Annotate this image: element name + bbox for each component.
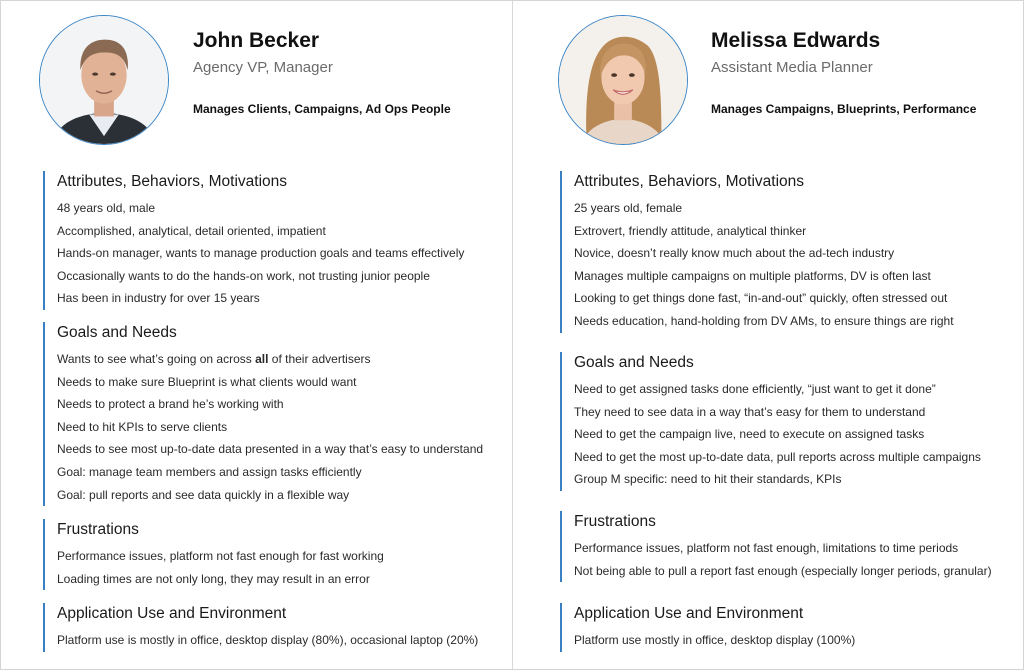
list-item: Need to hit KPIs to serve clients bbox=[57, 419, 228, 434]
list-item: Not being able to pull a report fast enough (especially longer periods, granular) bbox=[574, 563, 992, 578]
persona-name: John Becker bbox=[193, 29, 320, 52]
woman-portrait-icon bbox=[559, 16, 687, 144]
section-title: Attributes, Behaviors, Motivations bbox=[57, 173, 288, 190]
list-item: Loading times are not only long, they may result in an error bbox=[57, 571, 370, 586]
list-item: Platform use is mostly in office, desktop display (80%), occasional laptop (20%) bbox=[57, 633, 479, 647]
persona-melissa-edwards bbox=[513, 1, 1023, 669]
section-title: Frustrations bbox=[574, 513, 656, 530]
list-item: Need to get the most up-to-date data, pull reports across multiple campaigns bbox=[574, 449, 981, 464]
avatar bbox=[39, 15, 169, 145]
section-application-use bbox=[560, 603, 855, 652]
list-item: Goal: manage team members and assign tasks efficiently bbox=[57, 464, 362, 479]
list-item: Wants to see what’s going on across all of their advertisers bbox=[57, 352, 371, 366]
list-item: Novice, doesn’t really know much about the ad-tech industry bbox=[574, 246, 895, 261]
list-item: 25 years old, female bbox=[574, 201, 683, 215]
section-title: Application Use and Environment bbox=[574, 605, 804, 622]
section-goals bbox=[560, 352, 981, 491]
list-item: Occasionally wants to do the hands-on work, not trusting junior people bbox=[57, 268, 430, 283]
list-item: Performance issues, platform not fast enough for fast working bbox=[57, 549, 384, 563]
avatar bbox=[558, 15, 688, 145]
list-item: Looking to get things done fast, “in-and-out” quickly, often stressed out bbox=[574, 291, 948, 306]
persona-role: Agency VP, Manager bbox=[193, 59, 333, 76]
list-item: Accomplished, analytical, detail oriented, impatient bbox=[57, 223, 326, 238]
list-item: Need to get the campaign live, need to execute on assigned tasks bbox=[574, 427, 925, 442]
persona-manages: Manages Clients, Campaigns, Ad Ops People bbox=[193, 102, 451, 116]
section-application-use bbox=[43, 603, 478, 652]
list-item: Needs to see most up-to-date data presented in a way that’s easy to understand bbox=[57, 442, 484, 457]
list-item: 48 years old, male bbox=[57, 201, 156, 215]
section-title: Goals and Needs bbox=[574, 354, 694, 371]
list-item: Extrovert, friendly attitude, analytical thinker bbox=[574, 223, 807, 238]
section-frustrations bbox=[43, 519, 384, 590]
section-frustrations bbox=[560, 511, 992, 582]
list-item: Needs to make sure Blueprint is what clients would want bbox=[57, 374, 357, 389]
list-item: Has been in industry for over 15 years bbox=[57, 291, 260, 306]
section-title: Goals and Needs bbox=[57, 324, 177, 341]
list-item: Needs to protect a brand he’s working with bbox=[57, 397, 284, 412]
persona-john-becker bbox=[1, 1, 512, 669]
list-item: Manages multiple campaigns on multiple platforms, DV is often last bbox=[574, 268, 931, 283]
section-attributes bbox=[43, 171, 464, 310]
section-title: Application Use and Environment bbox=[57, 605, 287, 622]
list-item: Goal: pull reports and see data quickly in a flexible way bbox=[57, 487, 350, 502]
list-item: Platform use mostly in office, desktop display (100%) bbox=[574, 633, 856, 647]
list-item: Hands-on manager, wants to manage production goals and teams effectively bbox=[57, 246, 465, 261]
persona-role: Assistant Media Planner bbox=[711, 59, 873, 76]
section-attributes bbox=[560, 171, 954, 333]
list-item: Group M specific: need to hit their standards, KPIs bbox=[574, 472, 842, 487]
section-title: Frustrations bbox=[57, 521, 139, 538]
list-item: They need to see data in a way that’s easy for them to understand bbox=[574, 404, 926, 419]
list-item: Performance issues, platform not fast enough, limitations to time periods bbox=[574, 541, 959, 555]
section-goals bbox=[43, 322, 483, 506]
list-item: Need to get assigned tasks done efficiently, “just want to get it done” bbox=[574, 382, 936, 396]
persona-name: Melissa Edwards bbox=[711, 29, 881, 52]
man-portrait-icon bbox=[40, 16, 168, 144]
section-title: Attributes, Behaviors, Motivations bbox=[574, 173, 805, 190]
persona-manages: Manages Campaigns, Blueprints, Performance bbox=[711, 102, 977, 116]
list-item: Needs education, hand-holding from DV AMs, to ensure things are right bbox=[574, 313, 954, 328]
